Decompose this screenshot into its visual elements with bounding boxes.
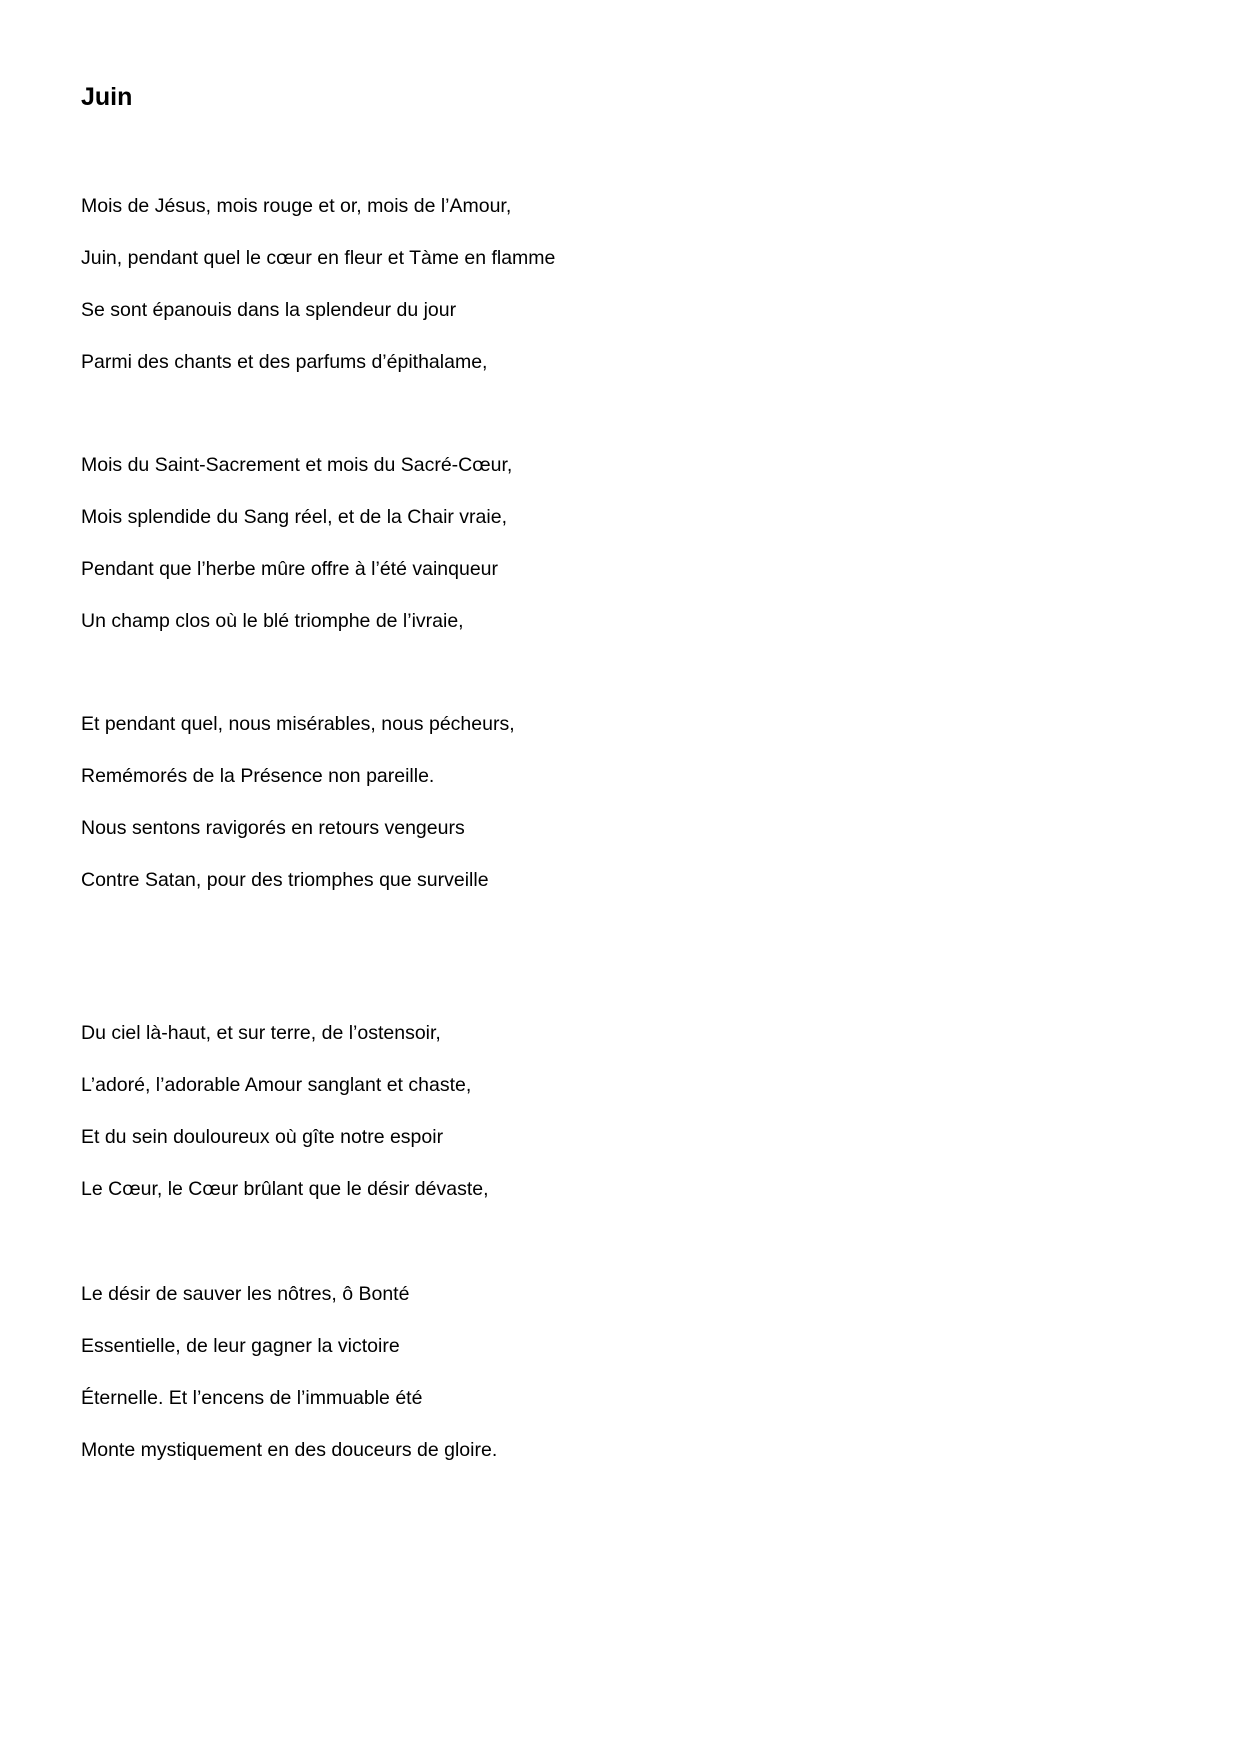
poem-line: Mois splendide du Sang réel, et de la Chair vraie, xyxy=(81,506,507,528)
poem-line: Se sont épanouis dans la splendeur du jour xyxy=(81,299,457,321)
poem-line: Remémorés de la Présence non pareille. xyxy=(81,765,435,787)
stanza-4 xyxy=(81,1007,489,1215)
poem-line: Et du sein douloureux où gîte notre espoir xyxy=(81,1126,444,1148)
poem-line: Pendant que l’herbe mûre offre à l’été vainqueur xyxy=(81,558,499,580)
stanza-5 xyxy=(81,1268,497,1476)
poem-line: Le désir de sauver les nôtres, ô Bonté xyxy=(81,1283,410,1305)
poem-line: Essentielle, de leur gagner la victoire xyxy=(81,1335,400,1357)
poem-line: Du ciel là-haut, et sur terre, de l’ostensoir, xyxy=(81,1022,441,1044)
poem-line: Nous sentons ravigorés en retours vengeurs xyxy=(81,817,465,839)
poem-line: Éternelle. Et l’encens de l’immuable été xyxy=(81,1387,423,1409)
poem-line: Monte mystiquement en des douceurs de gloire. xyxy=(81,1439,498,1461)
stanza-2 xyxy=(81,439,512,647)
stanza-1 xyxy=(81,180,555,388)
poem-line: Et pendant quel, nous misérables, nous pécheurs, xyxy=(81,713,515,735)
poem-line: Parmi des chants et des parfums d’épithalame, xyxy=(81,351,488,373)
stanza-3 xyxy=(81,698,515,906)
poem-line: Contre Satan, pour des triomphes que surveille xyxy=(81,869,489,891)
poem-title: Juin xyxy=(81,83,133,111)
poem-line: Mois du Saint-Sacrement et mois du Sacré-Cœur, xyxy=(81,454,513,476)
poem-line: Le Cœur, le Cœur brûlant que le désir dévaste, xyxy=(81,1178,489,1200)
poem-line: Un champ clos où le blé triomphe de l’ivraie, xyxy=(81,610,464,632)
poem-line: Juin, pendant quel le cœur en fleur et Tàme en flamme xyxy=(81,247,556,269)
poem-line: L’adoré, l’adorable Amour sanglant et chaste, xyxy=(81,1074,472,1096)
poem-line: Mois de Jésus, mois rouge et or, mois de l’Amour, xyxy=(81,195,512,217)
